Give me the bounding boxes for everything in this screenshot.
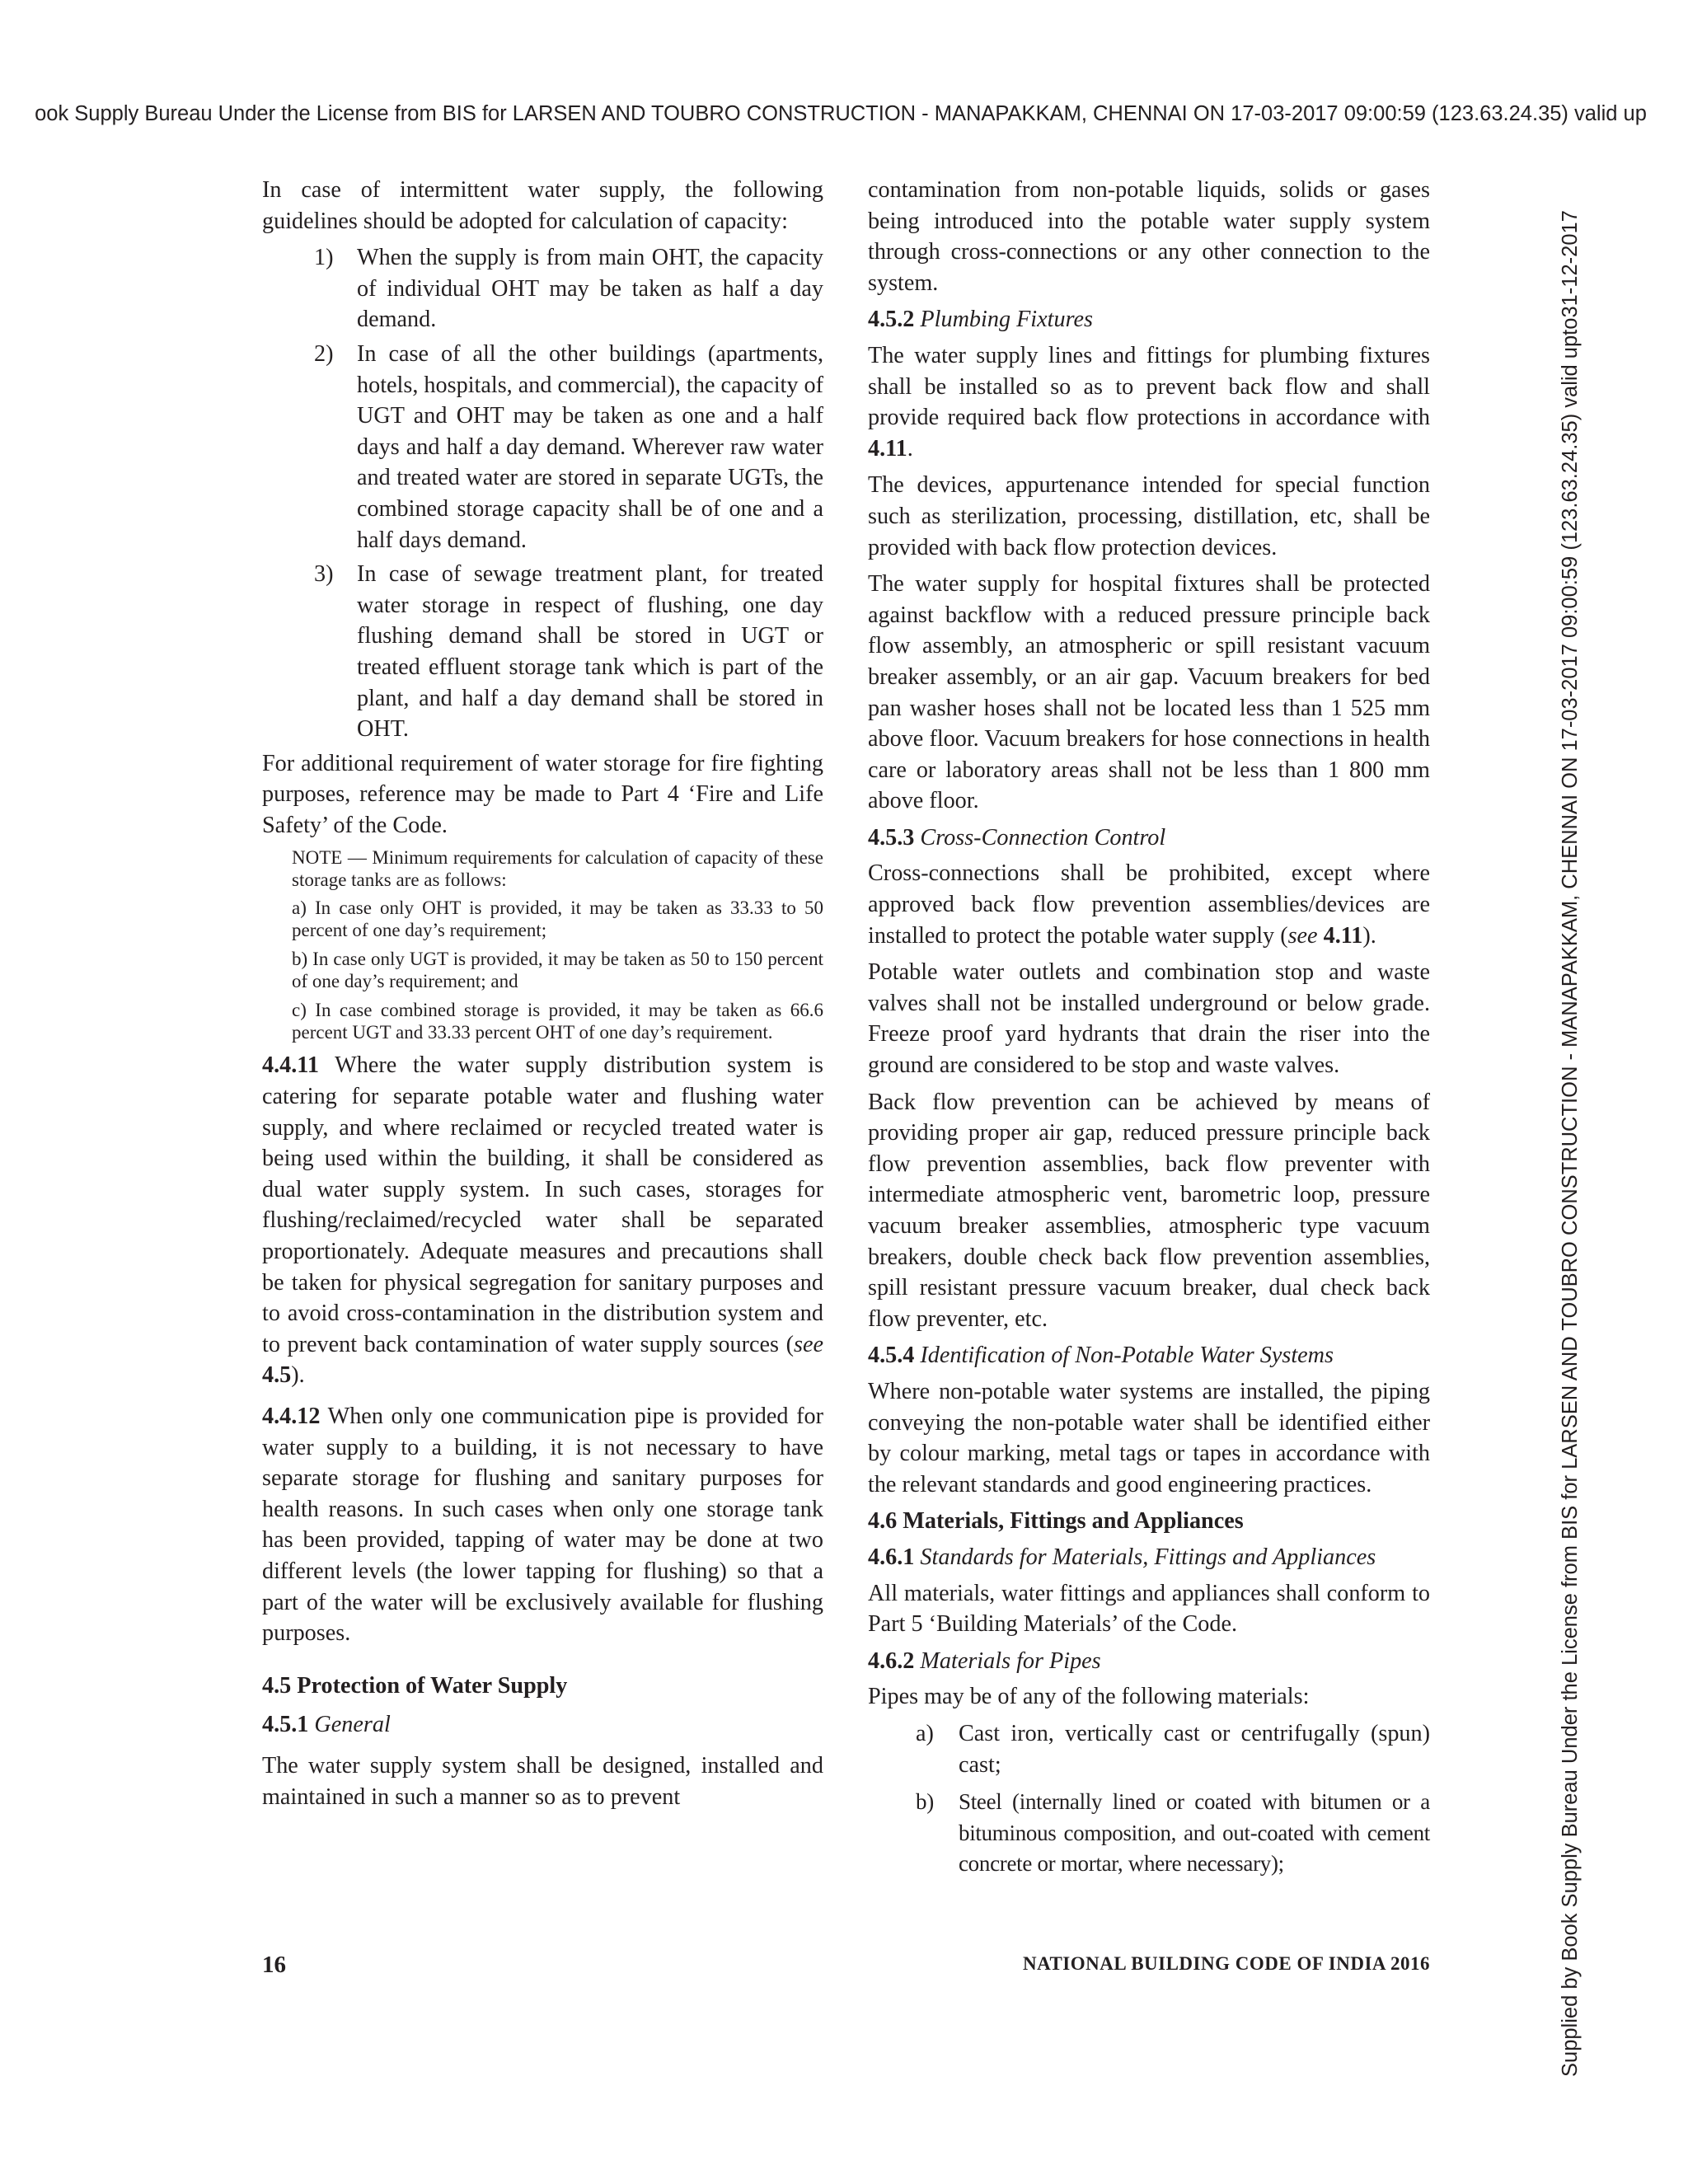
paragraph-end: . (907, 435, 913, 462)
clause-text: When only one communication pipe is provided for water supply to a building, it is not necessary to have separate storage for flushing and sanitary purposes for health reasons. In such cases when only one storage tank has been provided, tapping of water may be done at two different levels (the lower tapping for flushing) so that a part of the water will be exclusively available for flushing purposes. (262, 1404, 823, 1647)
list-item-label: a) (916, 1720, 934, 1746)
subsection-title: Identification of Non-Potable Water Systems (920, 1343, 1334, 1369)
cross-connection-paragraph (868, 858, 1430, 951)
subsection-heading-4-5-4 (868, 1340, 1430, 1371)
subsection-title: Materials for Pipes (920, 1647, 1101, 1674)
cross-reference: 4.11 (1323, 922, 1363, 949)
pipe-material-list (868, 1718, 1430, 1880)
page-footer (262, 1952, 1430, 1985)
clause-4-4-11 (262, 1050, 823, 1391)
subsection-number: 4.6.1 (868, 1544, 915, 1570)
list-item-number: 3) (314, 561, 334, 588)
watermark-side: Supplied by Book Supply Bureau Under the License from BIS for LARSEN AND TOUBRO CONSTRUCTION - MANAPAKKAM, CHENNAI ON 17-03-2017 09:00:59 (123.63.24.35) valid upto31-12-2017 (1559, 210, 1582, 2077)
subsection-number: 4.5.4 (868, 1343, 915, 1369)
general-paragraph: The water supply system shall be designed, installed and maintained in such a manner so as to prevent (262, 1752, 823, 1810)
see-reference: see (1287, 922, 1318, 949)
plumbing-paragraph (868, 340, 1430, 464)
paragraph-text: The water supply lines and fittings for plumbing fixtures shall be installed so as to prevent back flow and shall provide required back flow protections in accordance with (868, 342, 1430, 431)
clause-number: 4.4.11 (262, 1052, 319, 1079)
continuation-paragraph: contamination from non-potable liquids, solids or gases being introduced into the potable water supply system through cross-connections or any other connection to the system. (868, 177, 1430, 296)
subsection-heading-4-5-3 (868, 823, 1430, 854)
section-heading-4-6: 4.6 Materials, Fittings and Appliances (868, 1508, 1244, 1535)
paragraph-text: Cross-connections shall be prohibited, except where approved back flow prevention assemblies/devices are installed to protect the potable water supply ( (868, 860, 1430, 949)
section-heading-4-5: 4.5 Protection of Water Supply (262, 1672, 568, 1699)
pipes-paragraph: Pipes may be of any of the following materials: (868, 1684, 1310, 1710)
subsection-number: 4.5.2 (868, 307, 915, 333)
subsection-title: Plumbing Fixtures (920, 307, 1093, 333)
clause-end: ). (291, 1362, 305, 1389)
list-item-text: In case of sewage treatment plant, for treated water storage in respect of flushing, one day flushing demand shall be stored in UGT or treated effluent storage tank which is part of the plant, and half a day demand shall be stored in OHT. (357, 561, 823, 743)
clause-4-4-12 (262, 1401, 823, 1649)
right-column (868, 175, 1430, 1883)
list-item (262, 242, 823, 335)
note-intro: NOTE — Minimum requirements for calculation of capacity of these storage tanks are as follows: (292, 847, 823, 891)
standards-paragraph: All materials, water fittings and appliances shall conform to Part 5 ‘Building Materials’ of the Code. (868, 1580, 1430, 1638)
backflow-paragraph: Back flow prevention can be achieved by means of providing proper air gap, reduced pressure principle back flow prevention assemblies, back flow preventer with intermediate atmospheric vent, barometric loop, pressure vacuum breaker assemblies, atmospheric type vacuum breakers, double check back flow prevention assemblies, spill resistant pressure vacuum breaker, dual check back flow preventer, etc. (868, 1089, 1430, 1332)
intro-paragraph: In case of intermittent water supply, the following guidelines should be adopted for calculation of capacity: (262, 177, 823, 234)
cross-reference: 4.5 (262, 1362, 292, 1389)
subsection-title: General (314, 1712, 391, 1738)
watermark-top: ook Supply Bureau Under the License from BIS for LARSEN AND TOUBRO CONSTRUCTION - MANAPAKKAM, CHENNAI ON 17-03-2017 09:00:59 (123.63.24.35) valid up (35, 102, 1647, 125)
non-potable-paragraph: Where non-potable water systems are installed, the piping conveying the non-potable water shall be identified either by colour marking, metal tags or tapes in accordance with the relevant standards and good engineering practices. (868, 1378, 1430, 1497)
devices-paragraph: The devices, appurtenance intended for special function such as sterilization, processing, distillation, etc, shall be provided with back flow protection devices. (868, 472, 1430, 560)
note-item: b) In case only UGT is provided, it may be taken as 50 to 150 percent of one day’s requirement; and (292, 949, 823, 992)
list-item-number: 1) (314, 245, 334, 271)
page-number: 16 (262, 1952, 286, 1978)
subsection-number: 4.6.2 (868, 1647, 915, 1674)
clause-text: Where the water supply distribution system is catering for separate potable water and flushing water supply, and where reclaimed or recycled treated water is being used within the building, it shall be considered as dual water supply system. In such cases, storages for flushing/reclaimed/recycled water shall be separated proportionately. Adequate measures and precautions shall be taken for physical segregation for sanitary purposes and to avoid cross-contamination in the distribution system and to prevent back contamination of water supply sources ( (262, 1052, 823, 1357)
subsection-title: Cross-Connection Control (920, 824, 1166, 851)
subsection-heading-4-6-1 (868, 1542, 1430, 1573)
list-item (868, 1787, 1430, 1880)
list-item-text: When the supply is from main OHT, the capacity of individual OHT may be taken as half a day demand. (357, 245, 823, 333)
list-item (262, 339, 823, 555)
paragraph-end: ). (1362, 922, 1376, 949)
note-item: a) In case only OHT is provided, it may be taken as 33.33 to 50 percent of one day’s requirement; (292, 898, 823, 941)
list-item-label: b) (916, 1789, 934, 1815)
list-item-text: Steel (internally lined or coated with bitumen or a bituminous composition, and out-coated with cement concrete or mortar, where necessary); (959, 1789, 1430, 1877)
fire-safety-paragraph: For additional requirement of water storage for fire fighting purposes, reference may be made to Part 4 ‘Fire and Life Safety’ of the Code. (262, 750, 823, 838)
cross-reference: 4.11 (868, 435, 907, 462)
clause-number: 4.4.12 (262, 1404, 321, 1429)
subsection-heading-4-5-2 (868, 304, 1430, 335)
left-column (262, 175, 823, 1818)
guideline-list (262, 242, 823, 745)
list-item (868, 1718, 1430, 1780)
see-reference: see (794, 1331, 823, 1357)
list-item (262, 559, 823, 745)
list-item-text: Cast iron, vertically cast or centrifugally (spun) cast; (959, 1720, 1430, 1778)
list-item-text: In case of all the other buildings (apartments, hotels, hospitals, and commercial), the capacity of UGT and OHT may be taken as one and a half days and half a day demand. Wherever raw water and treated water are stored in separate UGTs, the combined storage capacity shall be of one and a half days demand. (357, 340, 823, 553)
book-title: NATIONAL BUILDING CODE OF INDIA 2016 (1022, 1953, 1430, 1974)
subsection-heading-4-5-1 (262, 1709, 823, 1741)
subsection-number: 4.5.1 (262, 1712, 309, 1738)
subsection-number: 4.5.3 (868, 824, 915, 851)
note-item: c) In case combined storage is provided, it may be taken as 66.6 percent UGT and 33.33 percent OHT of one day’s requirement. (292, 1000, 823, 1043)
list-item-number: 2) (314, 340, 334, 367)
subsection-heading-4-6-2 (868, 1646, 1430, 1677)
outlets-paragraph: Potable water outlets and combination stop and waste valves shall not be installed underground or below grade. Freeze proof yard hydrants that drain the riser into the ground are considered to be stop and waste valves. (868, 959, 1430, 1079)
subsection-title: Standards for Materials, Fittings and Appliances (920, 1544, 1376, 1570)
hospital-paragraph: The water supply for hospital fixtures shall be protected against backflow with a reduced pressure principle back flow assembly, an atmospheric or spill resistant vacuum breaker assembly, or an air gap. Vacuum breakers for bed pan washer hoses shall not be located less than 1 525 mm above floor. Vacuum breakers for hose connections in health care or laboratory areas shall not be less than 1 800 mm above floor. (868, 571, 1430, 814)
